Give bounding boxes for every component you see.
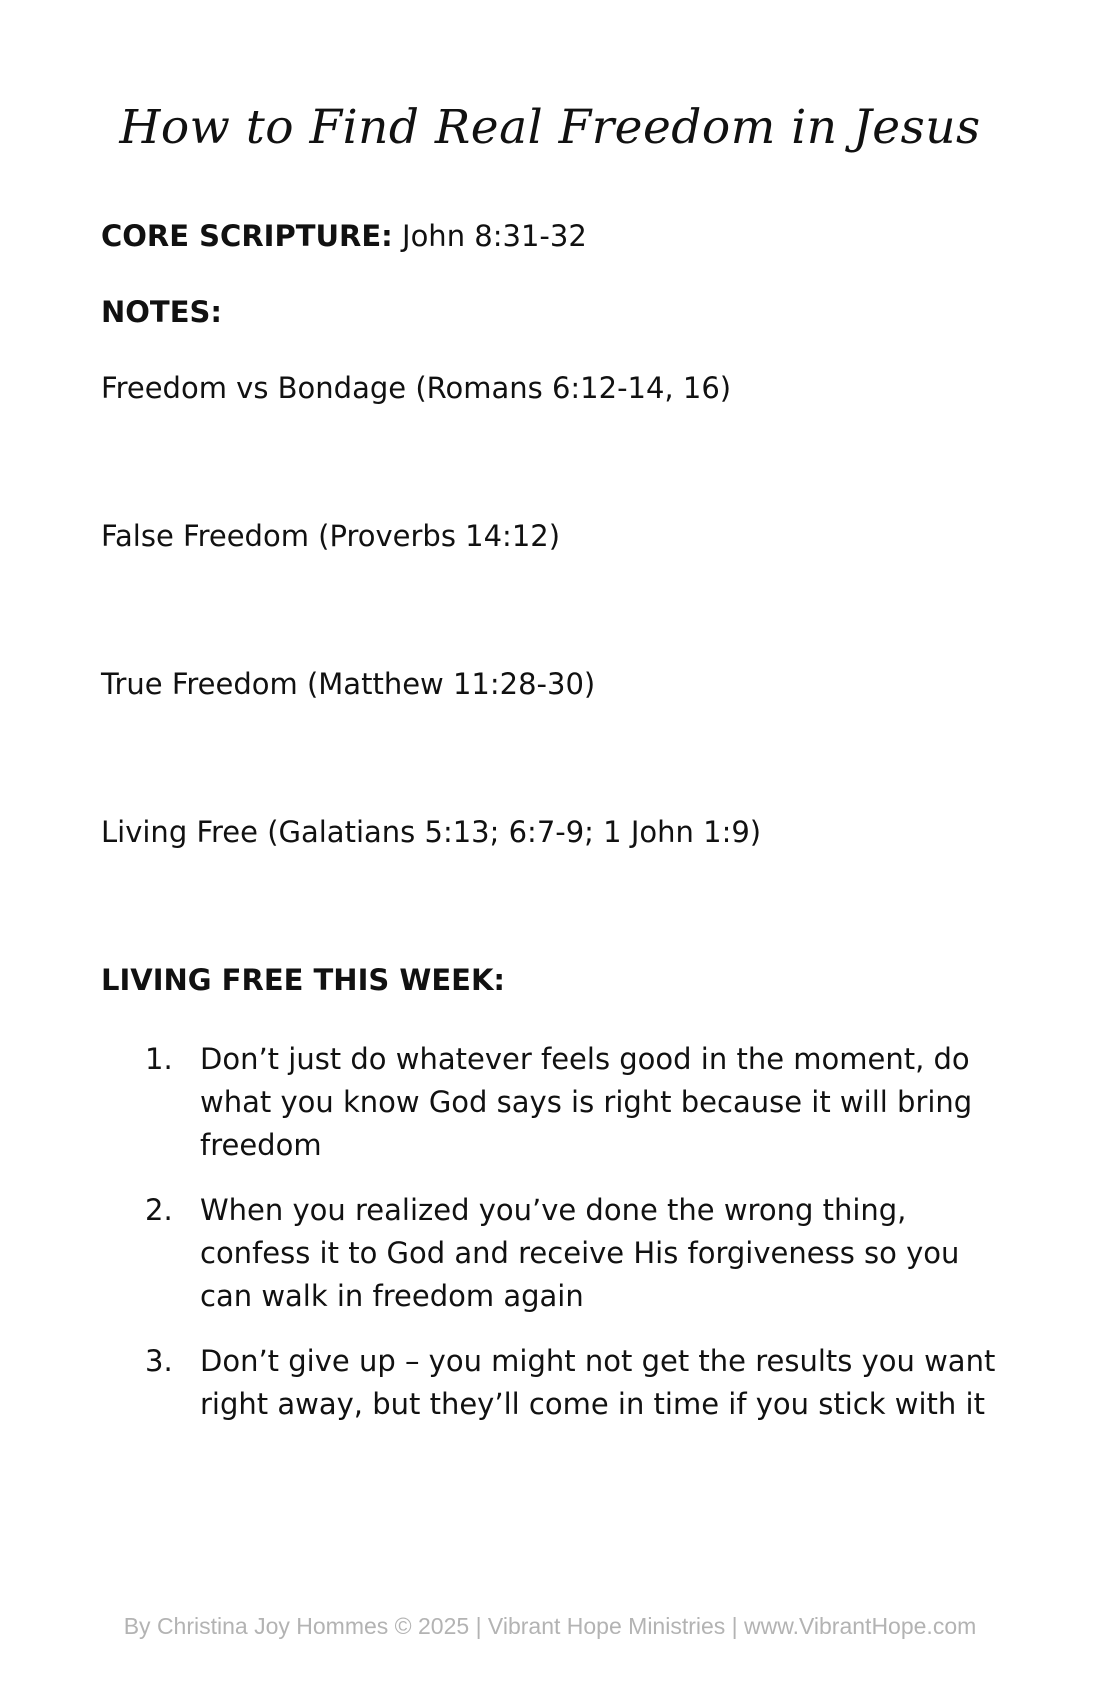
page-footer: By Christina Joy Hommes © 2025 | Vibrant Hope Ministries | www.VibrantHope.com bbox=[123, 1613, 977, 1639]
action-step bbox=[145, 1189, 1005, 1318]
living-free-heading: LIVING FREE THIS WEEK: bbox=[101, 963, 506, 997]
step-text: Don’t just do whatever feels good in the moment, do what you know God says is right because it will bring freedom bbox=[200, 1042, 973, 1162]
action-steps-list bbox=[145, 1038, 1005, 1448]
step-number: 1. bbox=[145, 1042, 173, 1076]
note-item: Freedom vs Bondage (Romans 6:12-14, 16) bbox=[101, 371, 732, 405]
core-scripture bbox=[101, 218, 587, 254]
action-step bbox=[145, 1038, 1005, 1167]
action-step bbox=[145, 1340, 1005, 1426]
notes-heading: NOTES: bbox=[101, 295, 222, 329]
step-text: When you realized you’ve done the wrong thing, confess it to God and receive His forgiveness so you can walk in freedom again bbox=[200, 1193, 960, 1313]
note-item: False Freedom (Proverbs 14:12) bbox=[101, 519, 561, 553]
core-scripture-label: CORE SCRIPTURE: bbox=[101, 219, 393, 253]
note-item: True Freedom (Matthew 11:28-30) bbox=[101, 667, 596, 701]
step-text: Don’t give up – you might not get the results you want right away, but they’ll come in time if you stick with it bbox=[200, 1344, 996, 1421]
step-number: 3. bbox=[145, 1344, 173, 1378]
core-scripture-reference: John 8:31-32 bbox=[402, 219, 587, 253]
step-number: 2. bbox=[145, 1193, 173, 1227]
page-title: How to Find Real Freedom in Jesus bbox=[119, 100, 981, 155]
note-item: Living Free (Galatians 5:13; 6:7-9; 1 John 1:9) bbox=[101, 815, 762, 849]
